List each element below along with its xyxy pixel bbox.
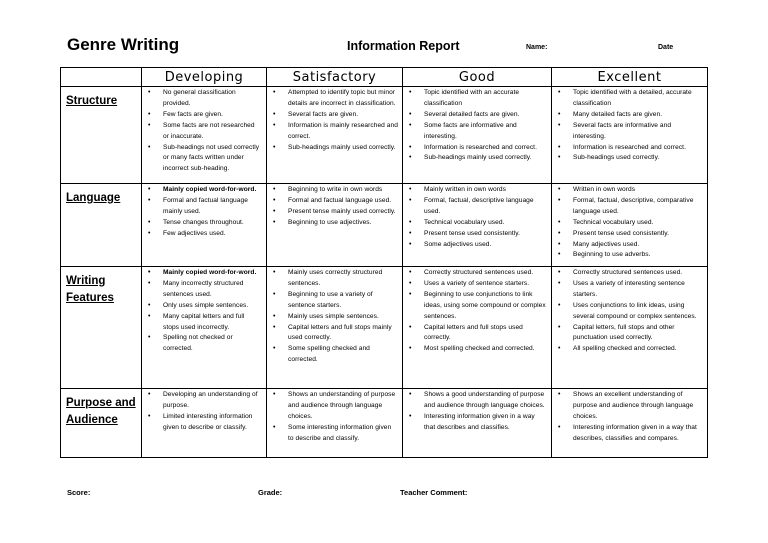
rubric-row-language xyxy=(61,184,708,267)
criteria-item: • Technical vocabulary used. xyxy=(406,218,548,229)
criteria-item: • Sub-headings mainly used correctly. xyxy=(406,153,548,164)
criteria-list xyxy=(555,268,704,355)
criteria-item: • Some spelling checked and corrected. xyxy=(270,344,399,366)
criteria-item: • Spelling not checked or corrected. xyxy=(145,333,263,355)
criteria-cell-satisfactory xyxy=(267,184,403,267)
criteria-list xyxy=(270,268,399,366)
criteria-item: • Beginning to use conjunctions to link ideas, using some compound or complex sentences. xyxy=(406,290,548,323)
criteria-cell-developing xyxy=(142,389,267,458)
rubric-row-structure xyxy=(61,87,708,184)
criteria-item: • Developing an understanding of purpose. xyxy=(145,390,263,412)
criteria-item: • Present tense mainly used correctly. xyxy=(270,207,399,218)
criteria-item: • Mainly written in own words xyxy=(406,185,548,196)
criteria-item: • Uses a variety of sentence starters. xyxy=(406,279,548,290)
criteria-item: • Many capital letters and full stops used incorrectly. xyxy=(145,312,263,334)
criteria-item: • Uses a variety of interesting sentence starters. xyxy=(555,279,704,301)
criteria-item: • Written in own words xyxy=(555,185,704,196)
criteria-item: • Information is researched and correct. xyxy=(406,143,548,154)
criteria-item: • Information is researched and correct. xyxy=(555,143,704,154)
criteria-cell-developing xyxy=(142,87,267,184)
name-label: Name: xyxy=(526,44,548,51)
criteria-item: • Only uses simple sentences. xyxy=(145,301,263,312)
row-label: Language xyxy=(61,184,142,267)
criteria-item: • Limited interesting information given to describe or classify. xyxy=(145,412,263,434)
column-header-good: Good xyxy=(403,68,552,87)
row-label: Writing Features xyxy=(61,267,142,389)
criteria-list xyxy=(555,88,704,164)
criteria-item: • Uses conjunctions to link ideas, using several compound or complex sentences. xyxy=(555,301,704,323)
criteria-cell-excellent xyxy=(552,184,708,267)
criteria-item: • Mainly copied word-for-word. xyxy=(145,268,263,279)
criteria-item: • No general classification provided. xyxy=(145,88,263,110)
criteria-cell-good xyxy=(403,184,552,267)
criteria-list xyxy=(270,185,399,229)
date-label: Date xyxy=(658,44,674,51)
criteria-list xyxy=(406,88,548,164)
criteria-item: • Interesting information given in a way that describes and classifies. xyxy=(406,412,548,434)
column-header-excellent: Excellent xyxy=(552,68,708,87)
column-header-satisfactory: Satisfactory xyxy=(267,68,403,87)
criteria-item: • Some facts are informative and interesting. xyxy=(406,121,548,143)
criteria-item: • Formal, factual, descriptive, comparative language used. xyxy=(555,196,704,218)
criteria-item: • Technical vocabulary used. xyxy=(555,218,704,229)
criteria-list xyxy=(145,268,263,355)
criteria-cell-satisfactory xyxy=(267,267,403,389)
criteria-item: • Present tense used consistently. xyxy=(406,229,548,240)
criteria-item: • Formal and factual language used. xyxy=(270,196,399,207)
criteria-item: • Many incorrectly structured sentences used. xyxy=(145,279,263,301)
criteria-item: • Mainly uses correctly structured sentences. xyxy=(270,268,399,290)
criteria-item: • Formal, factual, descriptive language used. xyxy=(406,196,548,218)
criteria-cell-satisfactory xyxy=(267,87,403,184)
criteria-item: • Some interesting information given to describe and classify. xyxy=(270,423,399,445)
criteria-item: • All spelling checked and corrected. xyxy=(555,344,704,355)
criteria-item: • Many detailed facts are given. xyxy=(555,110,704,121)
row-label: Purpose and Audience xyxy=(61,389,142,458)
criteria-item: • Mainly uses simple sentences. xyxy=(270,312,399,323)
criteria-item: • Some facts are not researched or inaccurate. xyxy=(145,121,263,143)
criteria-item: • Several facts are informative and interesting. xyxy=(555,121,704,143)
page-title: Genre Writing xyxy=(67,35,180,54)
criteria-item: • Shows a good understanding of purpose and audience through language choices. xyxy=(406,390,548,412)
criteria-item: • Most spelling checked and corrected. xyxy=(406,344,548,355)
criteria-list xyxy=(145,185,263,240)
criteria-item: • Beginning to use adverbs. xyxy=(555,250,704,261)
criteria-item: • Capital letters, full stops and other punctuation used correctly. xyxy=(555,323,704,345)
rubric-header-row xyxy=(61,68,708,87)
criteria-list xyxy=(145,390,263,434)
score-label: Score: xyxy=(67,488,91,497)
criteria-cell-good xyxy=(403,87,552,184)
criteria-item: • Tense changes throughout. xyxy=(145,218,263,229)
criteria-item: • Information is mainly researched and correct. xyxy=(270,121,399,143)
criteria-item: • Beginning to use adjectives. xyxy=(270,218,399,229)
teacher-comment-label: Teacher Comment: xyxy=(400,488,468,497)
criteria-item: • Few adjectives used. xyxy=(145,229,263,240)
criteria-item: • Shows an excellent understanding of purpose and audience through language choices. xyxy=(555,390,704,423)
criteria-cell-excellent xyxy=(552,267,708,389)
criteria-item: • Beginning to use a variety of sentence starters. xyxy=(270,290,399,312)
criteria-item: • Present tense used consistently. xyxy=(555,229,704,240)
criteria-item: • Capital letters and full stops used correctly. xyxy=(406,323,548,345)
criteria-item: • Mainly copied word-for-word. xyxy=(145,185,263,196)
corner-cell xyxy=(61,68,142,87)
criteria-item: • Attempted to identify topic but minor details are incorrect in classification. xyxy=(270,88,399,110)
criteria-item: • Capital letters and full stops mainly used correctly. xyxy=(270,323,399,345)
criteria-list xyxy=(555,185,704,261)
criteria-item: • Topic identified with a detailed, accurate classification xyxy=(555,88,704,110)
criteria-list xyxy=(270,390,399,445)
rubric-row-writing-features xyxy=(61,267,708,389)
criteria-list xyxy=(145,88,263,175)
criteria-cell-good xyxy=(403,267,552,389)
criteria-cell-excellent xyxy=(552,389,708,458)
criteria-list xyxy=(406,390,548,434)
criteria-cell-satisfactory xyxy=(267,389,403,458)
criteria-item: • Beginning to write in own words xyxy=(270,185,399,196)
criteria-item: • Correctly structured sentences used. xyxy=(555,268,704,279)
criteria-list xyxy=(555,390,704,445)
criteria-item: • Sub-headings not used correctly or many facts written under incorrect sub-heading. xyxy=(145,143,263,176)
criteria-cell-good xyxy=(403,389,552,458)
report-type-heading: Information Report xyxy=(347,39,460,53)
criteria-item: • Correctly structured sentences used. xyxy=(406,268,548,279)
criteria-item: • Topic identified with an accurate classification xyxy=(406,88,548,110)
criteria-item: • Several detailed facts are given. xyxy=(406,110,548,121)
row-label: Structure xyxy=(61,87,142,184)
criteria-item: • Some adjectives used. xyxy=(406,240,548,251)
criteria-item: • Formal and factual language mainly used. xyxy=(145,196,263,218)
criteria-item: • Several facts are given. xyxy=(270,110,399,121)
criteria-cell-developing xyxy=(142,184,267,267)
criteria-item: • Shows an understanding of purpose and audience through language choices. xyxy=(270,390,399,423)
criteria-list xyxy=(270,88,399,153)
criteria-cell-excellent xyxy=(552,87,708,184)
rubric-row-purpose-and-audience xyxy=(61,389,708,458)
grade-label: Grade: xyxy=(258,488,283,497)
criteria-item: • Sub-headings mainly used correctly. xyxy=(270,143,399,154)
criteria-cell-developing xyxy=(142,267,267,389)
criteria-item: • Many adjectives used. xyxy=(555,240,704,251)
criteria-item: • Sub-headings used correctly. xyxy=(555,153,704,164)
criteria-list xyxy=(406,268,548,355)
criteria-item: • Interesting information given in a way that describes, classifies and compares. xyxy=(555,423,704,445)
column-header-developing: Developing xyxy=(142,68,267,87)
criteria-item: • Few facts are given. xyxy=(145,110,263,121)
rubric-table xyxy=(60,67,708,458)
criteria-list xyxy=(406,185,548,250)
